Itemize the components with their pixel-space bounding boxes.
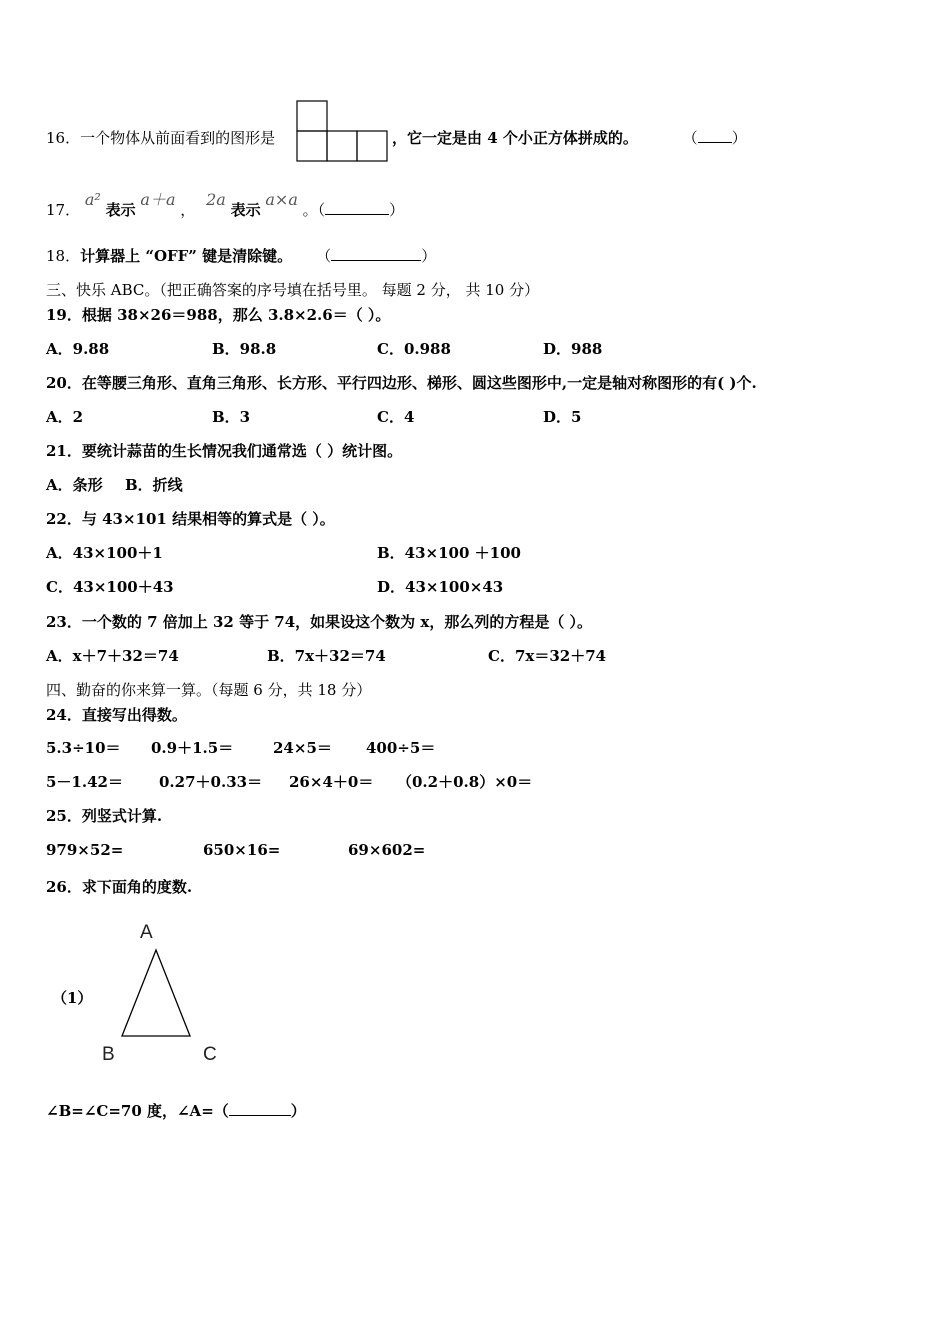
q23-option-c[interactable]: C．7x＝32＋74 (488, 647, 607, 665)
section-3-heading: 三、快乐 ABC。（把正确答案的序号填在括号里。 每题 2 分， 共 10 分） (46, 281, 540, 299)
q26-sub-label: （1） (52, 989, 93, 1007)
q23-option-a[interactable]: A．x＋7＋32＝74 (46, 647, 179, 665)
q24-item-8: （0.2＋0.8）×0＝ (397, 773, 533, 791)
q17-expr-a-squared: a² (84, 190, 101, 209)
q18-answer-blank[interactable] (331, 246, 421, 261)
q19-option-a[interactable]: A．9.88 (46, 340, 110, 358)
q20-option-a[interactable]: A．2 (46, 408, 84, 426)
question-20: 20．在等腰三角形、直角三角形、长方形、平行四边形、梯形、圆这些图形中,一定是轴对称图形的有( )个. (46, 374, 757, 392)
q17-answer-blank[interactable] (325, 200, 389, 215)
q24-item-1: 5.3÷10＝ (46, 739, 121, 757)
q21-option-b[interactable]: B．折线 (125, 476, 183, 494)
q17-expr-a-times-a: a×a (265, 190, 298, 209)
question-25: 25．列竖式计算. (46, 807, 163, 825)
q24-item-2: 0.9＋1.5＝ (151, 739, 234, 757)
question-22: 22．与 43×101 结果相等的算式是（ ）。 (46, 510, 335, 528)
question-23: 23．一个数的 7 倍加上 32 等于 74，如果设这个数为 x，那么列的方程是（ ）。 (46, 613, 593, 631)
q26-answer-blank[interactable] (229, 1101, 291, 1116)
q24-item-6: 0.27＋0.33＝ (159, 773, 263, 791)
q26-answer-line: ∠B=∠C=70 度，∠A=（ ） (46, 1102, 306, 1120)
question-21: 21．要统计蒜苗的生长情况我们通常选（ ）统计图。 (46, 442, 403, 460)
q24-item-7: 26×4＋0＝ (289, 773, 374, 791)
section-4-heading: 四、勤奋的你来算一算。（每题 6 分，共 18 分） (46, 681, 372, 699)
vertex-b-label: B (102, 1044, 115, 1065)
q22-option-c[interactable]: C．43×100＋43 (46, 578, 174, 596)
q23-option-b[interactable]: B．7x＋32＝74 (267, 647, 386, 665)
question-24: 24．直接写出得数。 (46, 706, 187, 724)
q16-answer-blank[interactable] (698, 128, 732, 143)
q24-item-4: 400÷5＝ (366, 739, 436, 757)
q21-option-a[interactable]: A．条形 (46, 476, 103, 494)
q22-option-d[interactable]: D．43×100×43 (377, 578, 504, 596)
front-view-cube-figure (296, 100, 392, 162)
q17-expr-a-plus-a: a＋a (140, 190, 176, 209)
q16-text-b-line: ，它一定是由 4 个小正方体拼成的。 （ ） (392, 129, 747, 147)
question-17: 17． a² 表示 a＋a ， 2a 表示 a×a 。（ ） (46, 190, 405, 219)
q17-expr-2a: 2a (206, 190, 226, 209)
q20-option-c[interactable]: C．4 (377, 408, 415, 426)
q19-option-b[interactable]: B．98.8 (212, 340, 277, 358)
question-19: 19．根据 38×26＝988，那么 3.8×2.6＝（ ）。 (46, 306, 391, 324)
question-26: 26．求下面角的度数. (46, 878, 193, 896)
q24-item-3: 24×5＝ (273, 739, 332, 757)
question-18: 18．计算器上 “OFF” 键是清除键。 （ ） (46, 247, 437, 265)
q16-text-a: 一个物体从前面看到的图形是 (80, 129, 276, 147)
q19-option-d[interactable]: D．988 (543, 340, 603, 358)
vertex-c-label: C (203, 1044, 217, 1065)
q25-item-2: 650×16= (203, 841, 281, 859)
q20-option-b[interactable]: B．3 (212, 408, 251, 426)
q24-item-5: 5－1.42＝ (46, 773, 123, 791)
triangle-abc-figure (96, 916, 226, 1066)
q19-option-c[interactable]: C．0.988 (377, 340, 451, 358)
vertex-a-label: A (140, 922, 153, 943)
q25-item-3: 69×602= (348, 841, 426, 859)
question-16: 16．一个物体从前面看到的图形是 (46, 129, 276, 147)
q22-option-b[interactable]: B．43×100 ＋100 (377, 544, 521, 562)
q20-option-d[interactable]: D．5 (543, 408, 582, 426)
q25-item-1: 979×52= (46, 841, 124, 859)
q22-option-a[interactable]: A．43×100＋1 (46, 544, 163, 562)
